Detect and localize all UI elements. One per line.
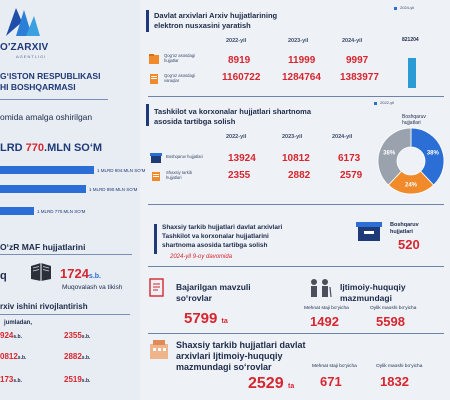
s5-title-line1: Shaxsiy tarkib hujjatlari davlat <box>176 340 306 350</box>
s3-box-label: Boshqaruv hujjatlari <box>390 222 419 235</box>
amount-bar-label: 1 MLRD 890.MLN SO'M <box>89 187 138 192</box>
s1-row2-value: 1284764 <box>282 72 321 83</box>
s4-value2: 5598 <box>376 314 405 329</box>
unit: s.b. <box>13 334 22 340</box>
s3-title-line2: Tashkilot va korxonalar hujjatlarini <box>162 233 269 240</box>
maf-number-value: 1724 <box>60 266 89 281</box>
s5-title-line3: mazmundagi so‘rovlar <box>176 362 272 372</box>
s1-title-line2: elektron nusxasini yaratish <box>154 21 251 30</box>
s2-row1-value: 13924 <box>228 153 256 164</box>
dev-row <box>0 331 91 340</box>
s3-title-line1: Shaxsiy tarkib hujjatlari davlat arxivlari <box>162 224 283 231</box>
file-stack-icon <box>150 170 162 182</box>
s2-row2-value: 2882 <box>288 170 311 181</box>
pie-header: Boshqaruv hujjatlari <box>402 114 426 126</box>
divider <box>148 333 444 334</box>
unit: s.b. <box>13 378 22 384</box>
s2-row2-value: 2355 <box>228 170 251 181</box>
archive-box-icon <box>150 152 162 164</box>
dev-value-b: 2519 <box>64 375 82 384</box>
amount-bar-label: 1 MLRD 904.MLN SO'M <box>97 168 146 173</box>
folder-icon <box>148 53 160 65</box>
year-header: 2023-yil <box>288 38 309 44</box>
logo-text: O'ZARXIV <box>0 42 49 53</box>
s4-col1-caption: Mehnat staji bo‘yicha <box>304 306 349 311</box>
s1-title-line1: Davlat arxivlari Arxiv hujjatlarining <box>154 11 278 20</box>
dev-row <box>0 352 91 361</box>
legend-swatch <box>394 7 397 10</box>
section-marker <box>154 224 157 254</box>
amount-bar <box>0 185 86 193</box>
maf-number <box>60 266 101 281</box>
s1-bar <box>408 58 416 88</box>
year-header: 2022-yil <box>226 134 247 140</box>
maf-caption: Muqovalash va tikish <box>62 284 123 291</box>
legend-label: 2022-yil <box>380 100 395 105</box>
dev-row <box>0 375 91 384</box>
s1-row1-value: 9997 <box>346 55 369 66</box>
s5-col1-caption: Mehnat staji bo‘yicha <box>312 364 357 369</box>
s5-col2-caption: Oylik maoshi bo‘yicha <box>376 364 423 369</box>
pie-slice-label: 38% <box>426 150 439 157</box>
s1-side-value: 821204 <box>402 37 419 43</box>
total-red: 770 <box>25 142 45 154</box>
s1-row1-value: 11999 <box>288 55 316 66</box>
divider <box>0 99 108 100</box>
s5-value <box>248 375 294 393</box>
done-caption: omida amalga oshirilgan <box>0 112 93 122</box>
legend-swatch <box>374 102 377 105</box>
dev-value-a: 0812 <box>0 352 18 361</box>
total-prefix: LRD <box>0 142 26 154</box>
maf-title: O‘zR MAF hujjatlarini <box>0 242 86 252</box>
s5-value1: 671 <box>320 374 342 389</box>
s1-row2-value: 1160722 <box>222 72 261 83</box>
org-name-line2: HI BOSHQARMASI <box>0 82 76 92</box>
s4-left-title-line2: so‘rovlar <box>176 293 212 303</box>
logo-subtitle: AGENTLIGI <box>16 54 47 59</box>
unit: s.b. <box>81 378 91 384</box>
divider <box>148 96 444 97</box>
s2-row1-value: 10812 <box>282 153 310 164</box>
unit: s.b. <box>81 334 91 340</box>
s4-left-number: 5799 <box>184 310 218 327</box>
s4-col2-caption: Oylik maoshi bo‘yicha <box>370 306 417 311</box>
s1-row2-value: 1383977 <box>340 72 379 83</box>
divider <box>148 204 444 205</box>
unit: ta <box>221 318 228 325</box>
agency-logo-icon <box>2 2 42 40</box>
divider <box>0 314 130 315</box>
s5-title-line2: arxivlari Ijtimoiy-huquqiy <box>176 351 283 361</box>
amount-bar <box>0 166 94 174</box>
divider <box>0 254 132 255</box>
legend-label: 2024-yil <box>400 5 415 10</box>
s5-value2: 1832 <box>380 374 409 389</box>
elderly-couple-icon <box>306 278 334 298</box>
s3-title-line3: shartnoma asosida tartibga solish <box>162 242 268 249</box>
book-icon <box>30 262 52 282</box>
s4-left-title-line1: Bajarilgan mavzuli <box>176 282 251 292</box>
divider <box>148 266 444 267</box>
archive-building-icon <box>148 338 170 360</box>
s5-number: 2529 <box>248 375 284 392</box>
pie-slice-label: 38% <box>383 150 396 157</box>
dev-title: rxiv ishini rivojlantirish <box>0 302 88 311</box>
share-donut-chart <box>376 126 446 196</box>
right-panel <box>142 0 450 400</box>
s1-row1-label: Qog'oz asosdagi hujjatlar <box>164 53 196 63</box>
archive-box-icon <box>356 220 382 242</box>
documents-icon <box>148 73 160 85</box>
year-header: 2024-yil <box>342 38 363 44</box>
dev-value-a: 173 <box>0 375 14 384</box>
year-header: 2024-yil <box>332 134 353 140</box>
left-panel <box>0 0 146 400</box>
pie-slice-label: 24% <box>404 182 418 189</box>
s2-title-line1: Tashkilot va korxonalar hujjatlari shartnoma <box>154 107 311 116</box>
s4-right-title-line1: Ijtimoiy-huquqiy <box>340 282 406 292</box>
org-name-line1: G‘ISTON RESPUBLIKASI <box>0 71 101 81</box>
maf-left-value: q <box>0 270 7 282</box>
dev-value-b: 2355 <box>64 331 82 340</box>
from-label: jumladan, <box>4 320 33 326</box>
maf-unit: s.b. <box>88 273 101 280</box>
s4-right-title-line2: mazmundagi <box>340 293 392 303</box>
s2-row2-value: 2579 <box>340 170 363 181</box>
total-amount <box>0 142 102 154</box>
s4-value1: 1492 <box>310 314 339 329</box>
amount-bar-label: 1 MLRD 770.MLN SO'M <box>37 209 86 214</box>
section-marker <box>146 10 149 32</box>
s3-box-value: 520 <box>398 237 420 252</box>
unit: s.b. <box>81 355 91 361</box>
s4-left-value <box>184 310 228 327</box>
section-marker <box>146 104 149 126</box>
s1-row1-value: 8919 <box>228 55 251 66</box>
dev-value-b: 2882 <box>64 352 82 361</box>
year-header: 2022-yil <box>226 38 247 44</box>
total-suffix: .MLN SO‘M <box>44 142 103 154</box>
s1-row2-label: Qog'oz asosdagi varaqlar <box>164 73 196 83</box>
year-header: 2023-yil <box>282 134 303 140</box>
dev-value-a: 924 <box>0 331 14 340</box>
s2-row2-label: Shaxsiy tarkib hujjatlari <box>166 170 193 180</box>
s3-period: 2024-yil 9-oy davomida <box>170 254 233 260</box>
unit: ta <box>288 383 295 390</box>
amount-bar <box>0 207 34 215</box>
request-document-icon <box>148 278 168 298</box>
s2-row1-value: 6173 <box>338 153 361 164</box>
s2-row1-label: Boshqaruv hujjatlari <box>166 154 203 159</box>
unit: s.b. <box>17 355 27 361</box>
s2-title-line2: asosida tartibga solish <box>154 117 236 126</box>
